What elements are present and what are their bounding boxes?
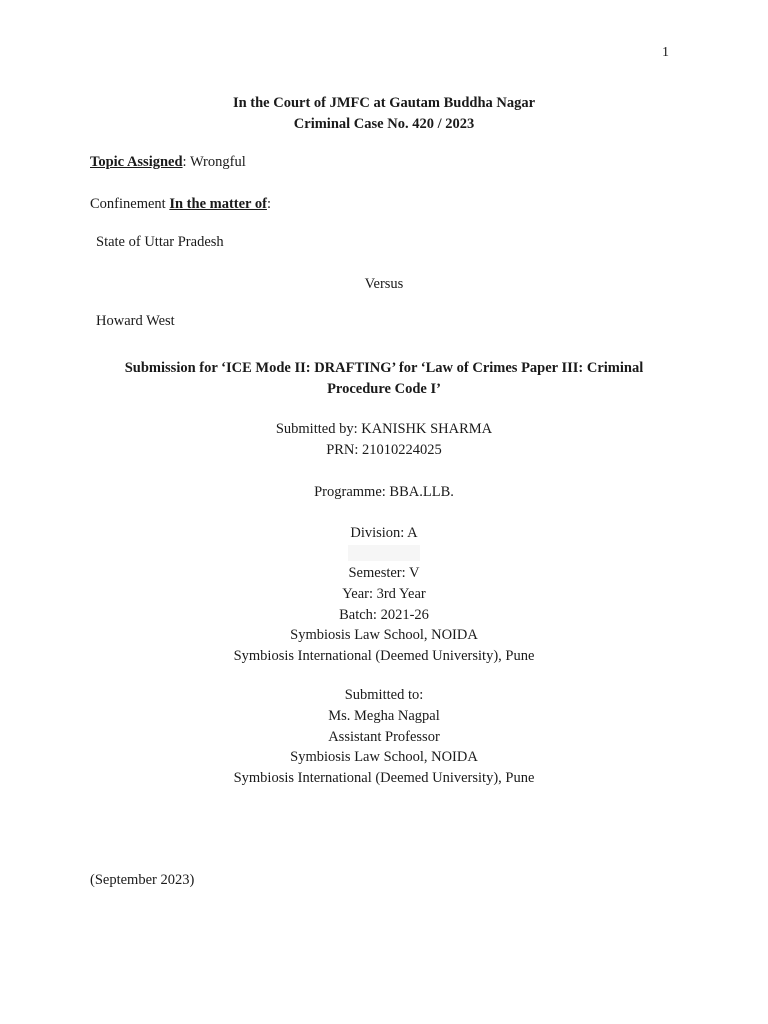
submission-line-2: Procedure Code I’ [327,381,441,397]
submission-line-1: Submission for ‘ICE Mode II: DRAFTING’ for ‘Law of Crimes Paper III: Criminal [124,360,644,376]
submission-title [100,358,668,400]
submitted-by-name: Submitted by: KANISHK SHARMA [275,421,493,437]
petitioner-clipped [96,234,224,250]
faculty-school: Symbiosis Law School, NOIDA [290,749,478,766]
shaded-highlight [348,545,420,561]
submitted-to-heading: Submitted to: [344,687,424,703]
faculty-name: Ms. Megha Nagpal [328,707,440,724]
respondent-clipped [96,313,175,329]
case-number: Criminal Case No. 420 / 2023 [293,116,475,132]
matter-label: In the matter of [169,196,267,212]
programme: Programme: BBA.LLB. [314,484,454,500]
topic-label: Topic Assigned [90,154,183,170]
university: Symbiosis International (Deemed University), Pune [233,648,535,665]
school: Symbiosis Law School, NOIDA [290,627,478,644]
academic-block [0,563,768,667]
submission-date: (September 2023) [90,872,195,888]
court-heading [0,93,768,135]
matter-line [90,196,271,213]
prn: PRN: 21010224025 [326,441,442,458]
respondent-name: Howard West [96,313,175,329]
division: Division: A [350,525,418,541]
versus-label: Versus [364,276,404,292]
faculty-designation: Assistant Professor [328,728,440,745]
faculty-university: Symbiosis International (Deemed University), Pune [233,770,535,787]
submitted-by-block [0,419,768,461]
matter-suffix: : [266,196,271,212]
submitted-to-block [0,685,768,789]
page-number: 1 [662,45,669,60]
year: Year: 3rd Year [342,585,426,602]
petitioner-name: State of Uttar Pradesh [96,234,224,250]
batch: Batch: 2021-26 [339,606,429,623]
topic-value: : Wrongful [182,154,246,170]
court-name: In the Court of JMFC at Gautam Buddha Nagar [232,95,536,111]
topic-line [90,154,246,171]
semester: Semester: V [348,565,420,581]
matter-prefix: Confinement [90,196,170,212]
